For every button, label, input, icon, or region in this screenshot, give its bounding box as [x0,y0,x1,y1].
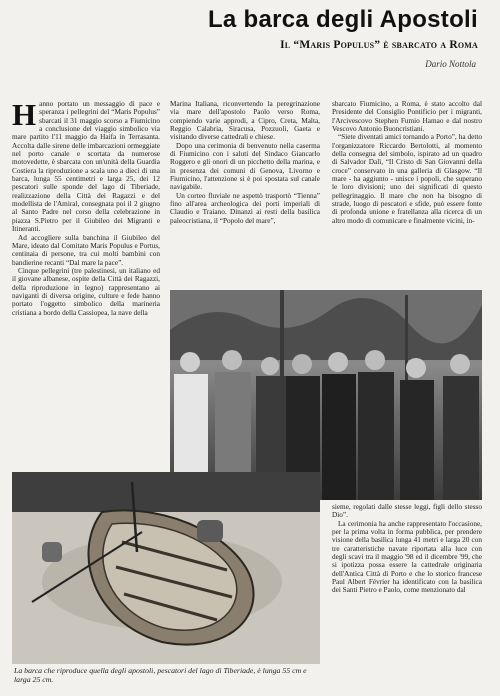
paragraph: Dopo una cerimonia di benvenuto nella caserma di Fiumicino con i saluti del Sindaco Giancarlo Roggero e gli onori di un picchetto della marina, e in presenza dei comuni di Genova, Livorno e Fiumicino, l'attenzione si è poi spostata sul canale navigabile. [170,141,320,192]
paragraph: Cinque pellegrini (tre palestinesi, un italiano ed il giovane albanese, ospite della Città dei Ragazzi, della riproduzione in legno) rappresentano ai naviganti di diversa origine, culture e fede hanno portato l'oggetto simbolico della marineria cristiana a bordo della Cassiopea, la nave della [12,266,160,317]
boat-photo-image [12,472,320,664]
paragraph: “Siete diventati amici tornando a Porto”, ha detto l'organizzatore Riccardo Bertolotti, al momento della consegna del simbolo, ispirato ad un quadro di Salvador Dalì, “Il Cristo di San Giovanni della croce” conservato in una galleria di Glasgow. “Il mare - ha aggiunto - unisce i popoli, che superano le loro divisioni; uno dei significati di questo pellegrinaggio. Il mare che non ha bisogno di strade, luogo di pescatori e sfide, può essere fonte di profonda unione e fratellanza alla ricerca di un altro modo di comunicare e finalmente vicini, in- [332,133,482,225]
paragraph: Marina Italiana, riconvertendo la peregrinazione via mare dell'apostolo Paolo verso Roma, compiendo varie approdi, a Cipro, Creta, Malta, Reggio Calabria, Siracusa, Pozzuoli, Gaeta e visitando diverse cattedrali e chiese. [170,100,320,142]
text-column-3 [332,100,482,284]
drop-cap: H [12,100,37,132]
paragraph: Ad accogliere sulla banchina il Giubileo del Mare, ideato dal Comitato Maris Populus e Portus, centinaia di persone, tra cui molti bambini con bandierine recanti “Dal mare la pace”. [12,233,160,267]
ceremony-photo-image [170,290,482,500]
photo-boat [12,472,320,664]
photo-ceremony [170,290,482,500]
article-subtitle: Il “Maris Populus” è sbarcato a Roma [280,39,478,51]
text-column-2 [170,100,320,284]
paragraph [12,100,160,234]
article-author: Dario Nottola [425,59,476,69]
paragraph: sbarcato Fiumicino, a Roma, è stato accolto dal Presidente del Consiglio Pontificio per i migranti, l'Arcivescovo Stephen Fumio Hamao e dal nostro Vescovo Antonio Buoncristiani. [332,100,482,134]
paragraph: sieme, regolati dalle stesse leggi, figli dello stesso Dio”. [332,503,482,520]
paragraph: Un corteo fluviale ne aspettò trasportò “Tienna” fino all'area archeologica dei porti imperiali di Claudio e Traiano. Dinanzi ai resti della basilica paleocristiana, il “Popolo del mare”, [170,191,320,225]
photo-caption: La barca che riproduce quella degli apostoli, pescatori del lago di Tiberiade, è lunga 55 cm e larga 25 cm. [14,666,307,685]
text-column-4 [332,503,482,687]
paragraph: La cerimonia ha anche rappresentato l'occasione, per la prima volta in forma pubblica, per prendere visione della basilica lunga 41 metri e larga 20 con tre caratteristiche navate riportata alla luce con degli scavi tra il maggio '98 ed il dicembre '99, che si ipotizza possa essere la cattedrale originaria dell'Antica Città di Porto e che lo storico francese Paul Albert Février ha identificato con la basilica dei Santi Pietro e Paolo, come menzionato dal [332,519,482,595]
paragraph-text: anno portato un messaggio di pace e speranza i pellegrini del “Maris Populus” sbarcati il 31 maggio scorso a Fiumicino a conclusione del viaggio simbolico via mare partito l'11 maggio da Haifa in Terrasanta. Accolta dalle sirene delle imbarcazioni ormeggiate nel porto canale e scortata da numerose motovedette, è sbarcata con un'unità della Guardia Costiera la riproduzione a scala uno a dieci di una barca, lunga 55 centimetri e larga 25, dei 12 pescatori sulle sponde del lago di Tiberiade, realizzazione della Città dei Ragazzi e del modellista de l'Amiral, consegnata poi il 2 giugno al Santo Padre nel corso della celebrazione in piazza S.Pietro per il Giubileo dei Migranti e Itineranti. [12,100,160,234]
text-column-1 [12,100,160,466]
article-title: La barca degli Apostoli [207,6,478,33]
